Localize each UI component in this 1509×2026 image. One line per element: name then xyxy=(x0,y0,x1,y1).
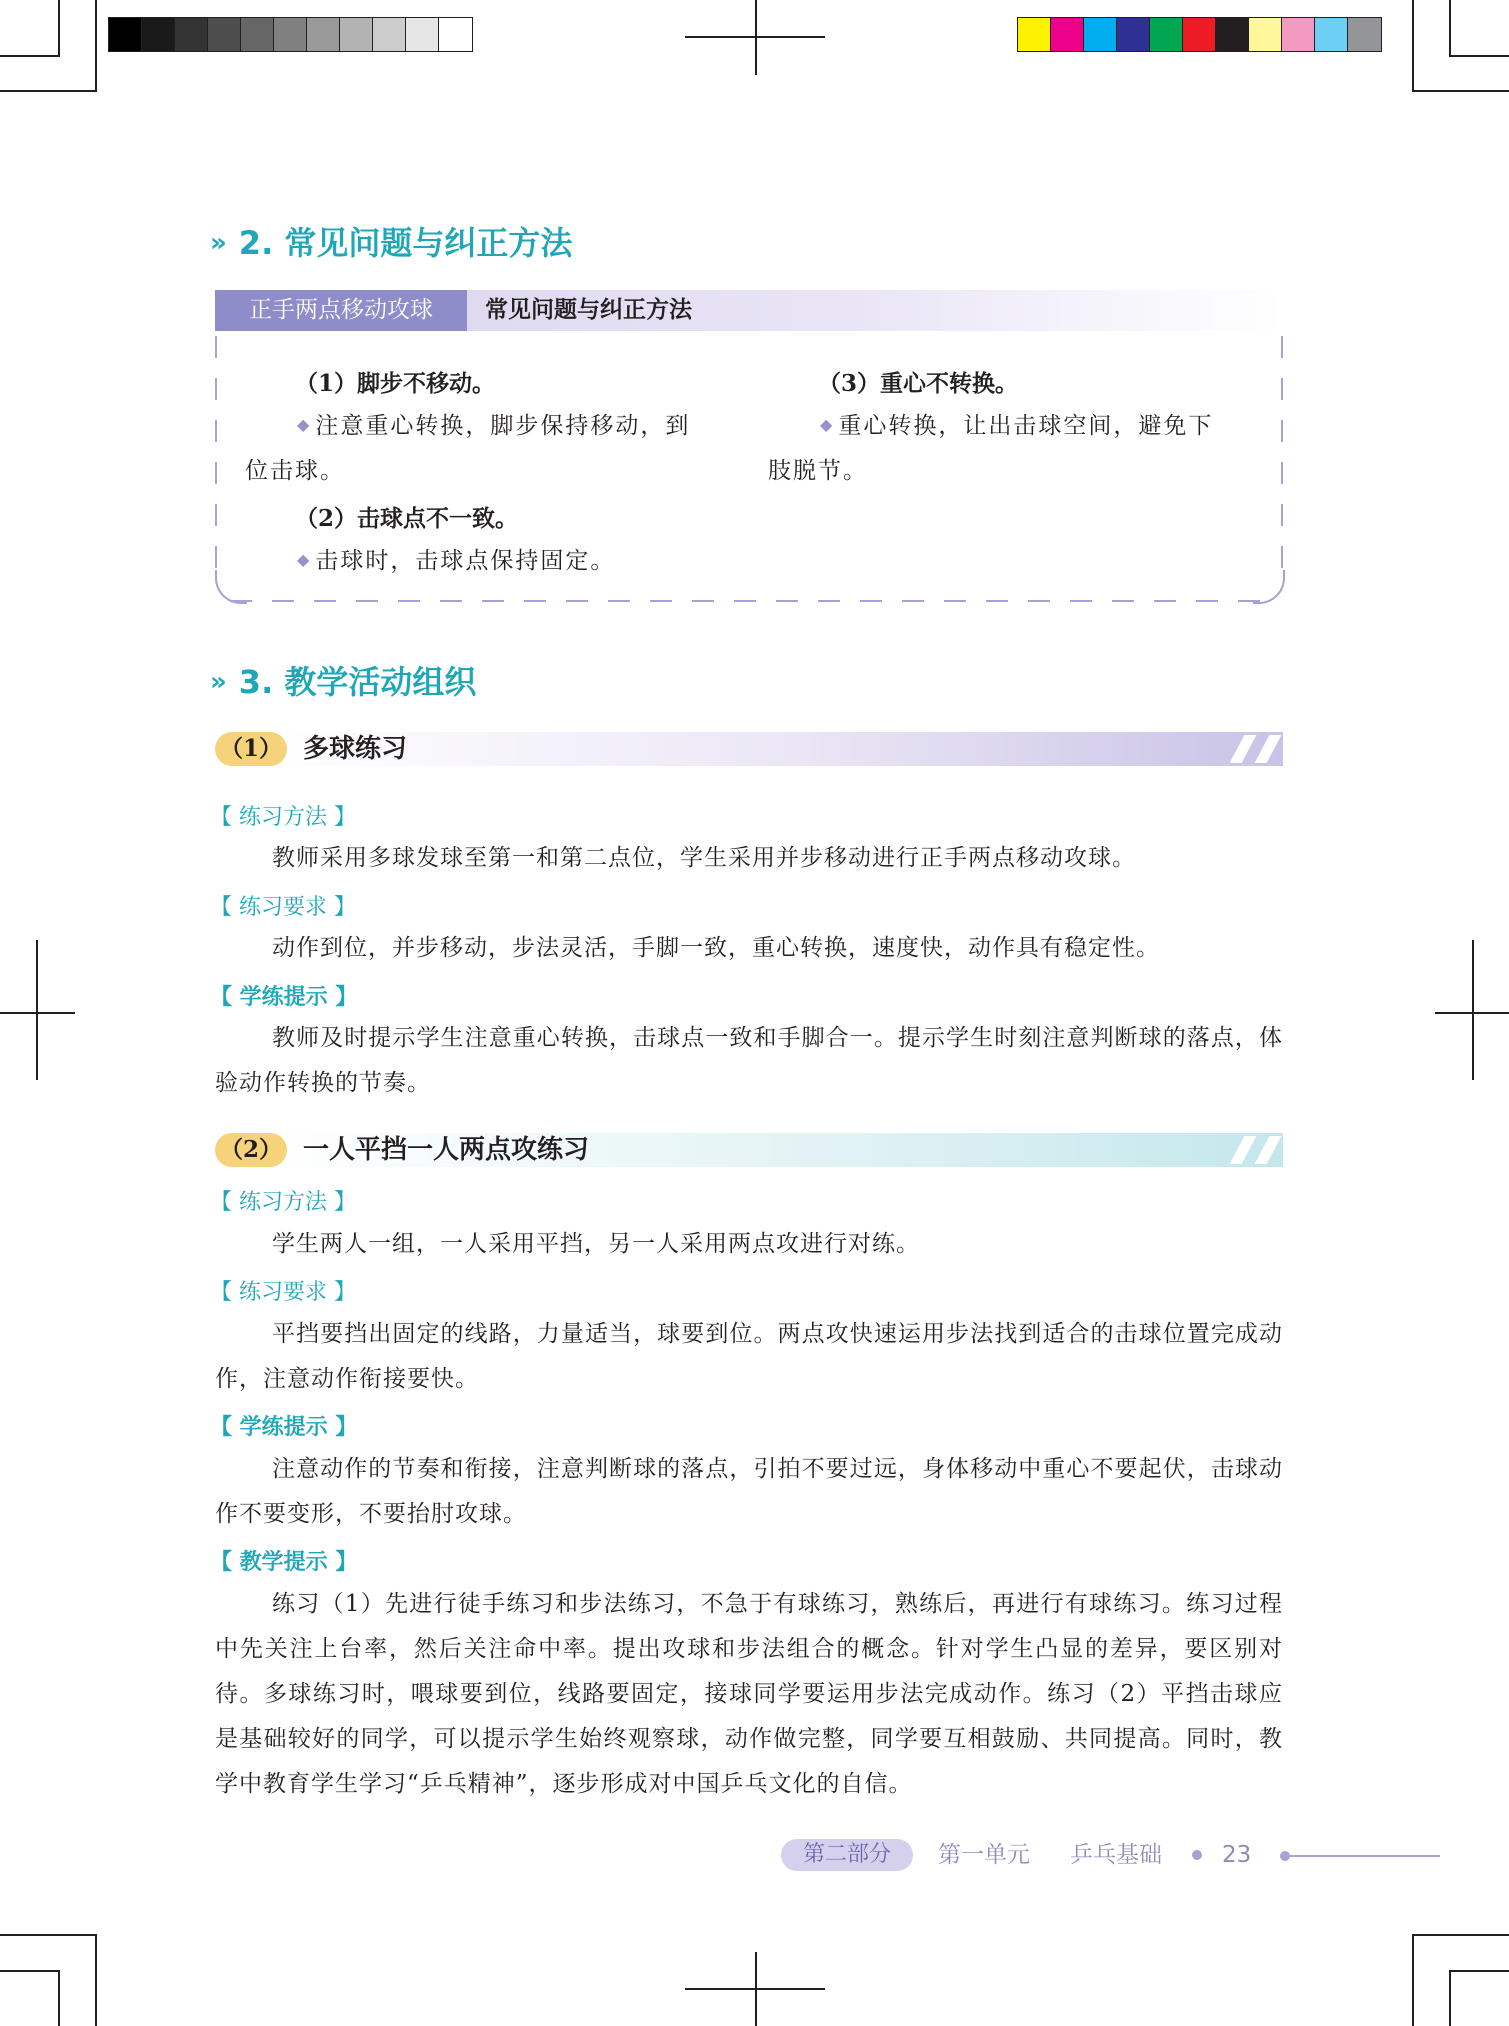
calibration-swatch xyxy=(1018,18,1051,51)
problem-3-fix: ◆ 重心转换，让出击球空间，避免下 肢脱节。 xyxy=(768,413,1214,484)
footer-dot-icon xyxy=(1192,1850,1202,1860)
calibration-swatch xyxy=(241,18,274,51)
box-border-bottom xyxy=(230,600,1270,602)
section-3-heading xyxy=(210,657,476,703)
calibration-swatch xyxy=(274,18,307,51)
diamond-bullet-icon: ◆ xyxy=(820,415,835,434)
calibration-swatch xyxy=(1216,18,1249,51)
calibration-swatch xyxy=(340,18,373,51)
calibration-swatch xyxy=(1348,18,1381,51)
calibration-swatch xyxy=(142,18,175,51)
diamond-bullet-icon: ◆ xyxy=(297,550,312,569)
calibration-swatch xyxy=(373,18,406,51)
diamond-bullet-icon: ◆ xyxy=(297,415,312,434)
calibration-swatch xyxy=(208,18,241,51)
tip-text: 教师及时提示学生注意重心转换，击球点一致和手脚合一。提示学生时刻注意判断球的落点，体验动作转换的节奏。 xyxy=(215,1025,1283,1096)
calibration-swatch xyxy=(1315,18,1348,51)
requirement-label: 【 练习要求 】 xyxy=(210,1280,356,1305)
problem-1-title: （1）脚步不移动。 xyxy=(295,370,496,397)
calibration-swatch xyxy=(1150,18,1183,51)
activity-1-number: （1） xyxy=(215,732,287,766)
calibration-swatch xyxy=(1249,18,1282,51)
chevron-icon: » xyxy=(210,667,227,697)
footer-part: 第二部分 xyxy=(781,1839,913,1871)
problem-3-title: （3）重心不转换。 xyxy=(818,370,1019,397)
footer-topic: 乒乓基础 xyxy=(1070,1842,1162,1868)
calibration-swatch xyxy=(307,18,340,51)
activity-2-title: 一人平挡一人两点攻练习 xyxy=(303,1135,590,1165)
box-border-right xyxy=(1281,336,1283,574)
calibration-swatch xyxy=(439,18,472,51)
footer-rule xyxy=(1290,1855,1440,1857)
color-calibration-bar xyxy=(1017,17,1382,52)
problem-1-fix: ◆ 注意重心转换，脚步保持移动，到 位击球。 xyxy=(245,413,691,484)
activity-1-title: 多球练习 xyxy=(303,734,408,764)
tip-label: 【 学练提示 】 xyxy=(210,1415,358,1440)
box-tag: 正手两点移动攻球 xyxy=(215,290,467,331)
method-text: 教师采用多球发球至第一和第二点位，学生采用并步移动进行正手两点移动攻球。 xyxy=(272,845,1136,871)
method-label: 【 练习方法 】 xyxy=(210,1190,356,1215)
section-2-heading xyxy=(210,218,572,264)
problem-2-fix: ◆ 击球时，击球点保持固定。 xyxy=(297,548,616,574)
teaching-tip-label: 【 教学提示 】 xyxy=(210,1550,358,1575)
box-border-left xyxy=(215,336,217,574)
calibration-swatch xyxy=(1084,18,1117,51)
chevron-icon: » xyxy=(210,228,227,258)
grayscale-calibration-bar xyxy=(108,17,473,52)
tip-text: 注意动作的节奏和衔接，注意判断球的落点，引拍不要过远，身体移动中重心不要起伏，击球动作不要变形，不要抬肘攻球。 xyxy=(215,1456,1283,1527)
calibration-swatch xyxy=(1282,18,1315,51)
section-3-title: 3. 教学活动组织 xyxy=(238,663,477,701)
method-text: 学生两人一组，一人采用平挡，另一人采用两点攻进行对练。 xyxy=(272,1231,920,1257)
footer-unit: 第一单元 xyxy=(938,1842,1030,1868)
activity-2-number: （2） xyxy=(215,1133,287,1167)
teaching-tip-text: 练习（1）先进行徒手练习和步法练习，不急于有球练习，熟练后，再进行有球练习。练习过程中先关注上台率，然后关注命中率。提出攻球和步法组合的概念。针对学生凸显的差异，要区别对待。多球练习时，喂球要到位，线路要固定，接球同学要运用步法完成动作。练习（2）平挡击球应是基础较好的同学，可以提示学生始终观察球，动作做完整，同学要互相鼓励、共同提高。同时，教学中教育学生学习“乒乓精神”，逐步形成对中国乒乓文化的自信。 xyxy=(215,1591,1283,1797)
calibration-swatch xyxy=(1051,18,1084,51)
box-corner-right xyxy=(1253,570,1285,604)
calibration-swatch xyxy=(175,18,208,51)
method-label: 【 练习方法 】 xyxy=(210,805,356,830)
requirement-text: 平挡要挡出固定的线路，力量适当，球要到位。两点攻快速运用步法找到适合的击球位置完成动作，注意动作衔接要快。 xyxy=(215,1321,1283,1392)
tip-label: 【 学练提示 】 xyxy=(210,985,358,1010)
section-2-title: 2. 常见问题与纠正方法 xyxy=(238,224,573,262)
box-corner-left xyxy=(215,570,247,604)
page-number: 23 xyxy=(1222,1842,1252,1868)
footer-dot-icon xyxy=(1280,1851,1290,1861)
calibration-swatch xyxy=(1117,18,1150,51)
requirement-text: 动作到位，并步移动，步法灵活，手脚一致，重心转换，速度快，动作具有稳定性。 xyxy=(272,935,1160,961)
requirement-label: 【 练习要求 】 xyxy=(210,895,356,920)
box-title: 常见问题与纠正方法 xyxy=(485,297,692,323)
calibration-swatch xyxy=(406,18,439,51)
problem-2-title: （2）击球点不一致。 xyxy=(295,505,519,532)
calibration-swatch xyxy=(109,18,142,51)
calibration-swatch xyxy=(1183,18,1216,51)
